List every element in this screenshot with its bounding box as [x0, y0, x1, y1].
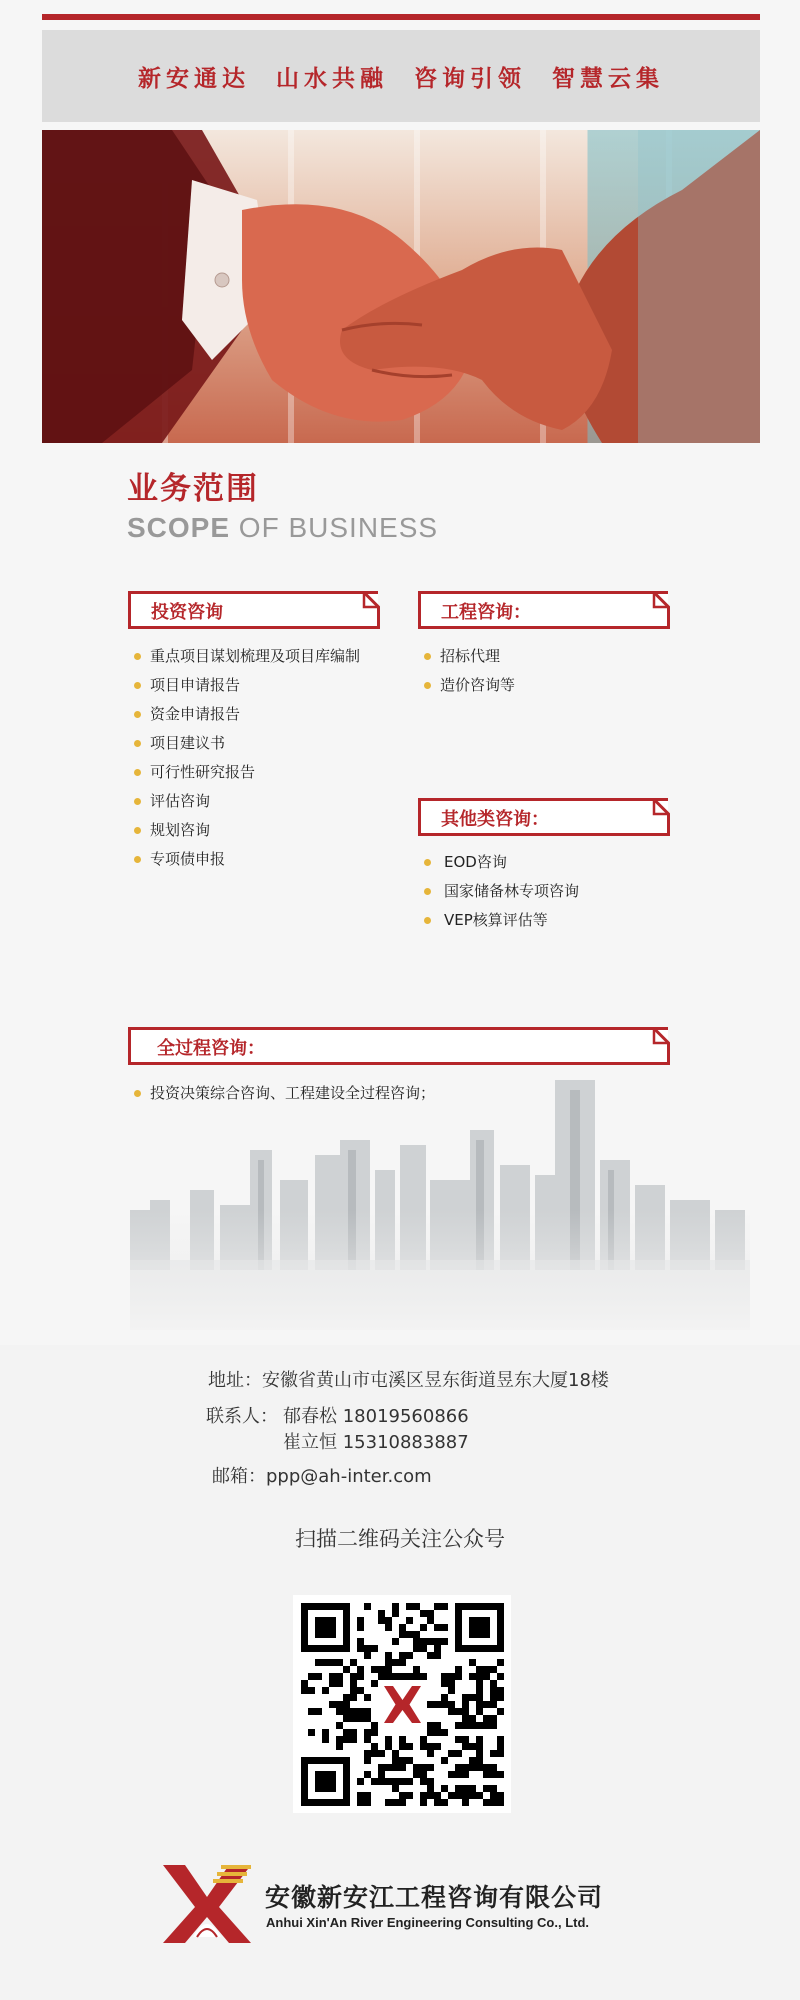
- company-name-cn: 安徽新安江工程咨询有限公司: [265, 1883, 604, 1912]
- list-item: 招标代理: [420, 642, 515, 671]
- list-item: 评估咨询: [130, 787, 360, 816]
- section-title-whole-process: 全过程咨询：: [157, 1038, 265, 1059]
- engineering-list: [420, 642, 515, 700]
- list-item: 重点项目谋划梳理及项目库编制: [130, 642, 360, 671]
- scope-title-cn: 业务范围: [127, 471, 259, 507]
- contact-label: 联系人：: [206, 1406, 278, 1427]
- section-tab-investment: [128, 591, 378, 629]
- list-item: 资金申请报告: [130, 700, 360, 729]
- folded-corner-icon: [356, 591, 380, 629]
- folded-corner-icon: [646, 798, 670, 836]
- list-item: 投资决策综合咨询、工程建设全过程咨询；: [130, 1079, 435, 1108]
- folded-corner-icon: [646, 591, 670, 629]
- list-item: 项目建议书: [130, 729, 360, 758]
- top-rule: [42, 14, 760, 20]
- section-title-investment: 投资咨询: [151, 602, 223, 623]
- qr-code-icon: [293, 1595, 511, 1813]
- list-item: 国家储备林专项咨询: [420, 877, 579, 906]
- contact-person-1: 郁春松 18019560866: [283, 1406, 469, 1427]
- list-item: VEP核算评估等: [420, 906, 579, 935]
- contact-person-2: 崔立恒 15310883887: [283, 1432, 469, 1453]
- city-skyline-illustration: [130, 1060, 750, 1330]
- list-item: 专项债申报: [130, 845, 360, 874]
- section-title-other: 其他类咨询：: [441, 809, 549, 830]
- scan-prompt: 扫描二维码关注公众号: [295, 1527, 505, 1551]
- scope-title-en-bold: SCOPE: [127, 512, 231, 543]
- other-list: [420, 848, 579, 935]
- section-tab-engineering: [418, 591, 668, 629]
- company-name-en: Anhui Xin'An River Engineering Consulting Co., Ltd.: [266, 1915, 590, 1930]
- section-title-engineering: 工程咨询：: [441, 602, 531, 623]
- list-item: 规划咨询: [130, 816, 360, 845]
- company-logo-icon: [163, 1863, 251, 1945]
- list-item: EOD咨询: [420, 848, 579, 877]
- email-text: 邮箱：ppp@ah-inter.com: [212, 1466, 432, 1487]
- section-tab-other: [418, 798, 668, 836]
- list-item: 项目申请报告: [130, 671, 360, 700]
- list-item: 可行性研究报告: [130, 758, 360, 787]
- address-text: 地址：安徽省黄山市屯溪区昱东街道昱东大厦18楼: [208, 1370, 609, 1391]
- investment-list: [130, 642, 360, 874]
- qr-code[interactable]: [293, 1595, 511, 1813]
- handshake-photo: [42, 130, 760, 443]
- handshake-illustration: [42, 130, 760, 443]
- list-item: 造价咨询等: [420, 671, 515, 700]
- scope-title-en: [127, 512, 438, 544]
- scope-title-en-rest: OF BUSINESS: [230, 512, 439, 543]
- slogan-text: 新安通达 山水共融 咨询引领 智慧云集: [137, 64, 665, 92]
- slogan-bar: [42, 30, 760, 122]
